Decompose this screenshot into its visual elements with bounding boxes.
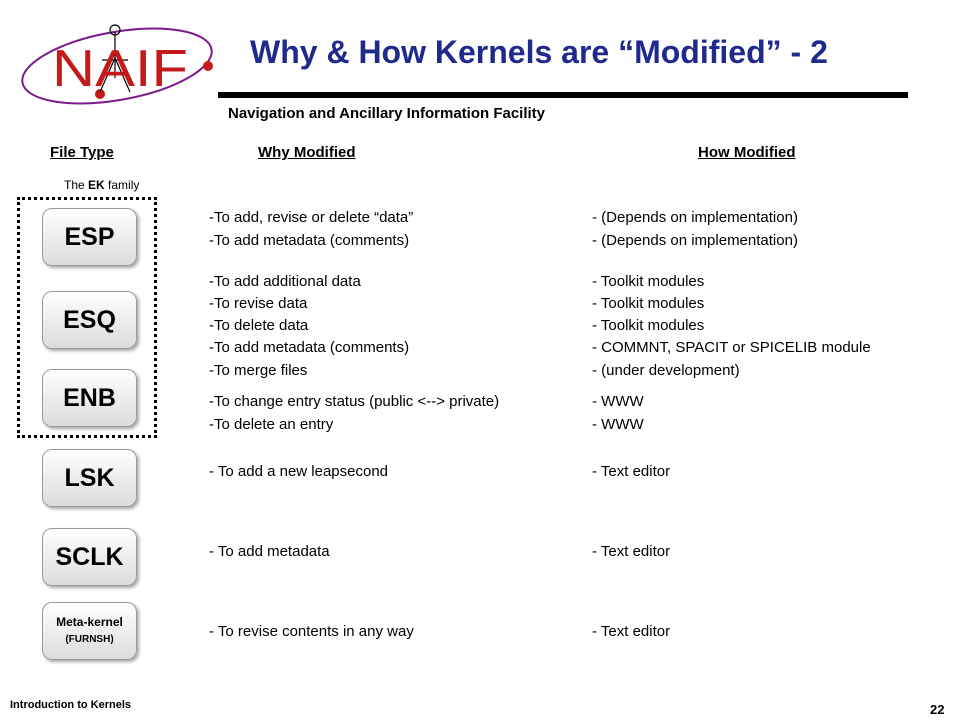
row-how: - Toolkit modules — [592, 273, 705, 290]
row-why: -To add metadata (comments) — [209, 232, 410, 249]
file-type-meta-kernel — [42, 602, 137, 660]
row-why: -To revise data — [209, 295, 308, 312]
meta-kernel-sublabel: (FURNSH) — [65, 634, 114, 645]
naif-logo — [12, 18, 222, 114]
footer-label: Introduction to Kernels — [10, 699, 131, 711]
column-header-how-modified: How Modified — [698, 144, 796, 161]
logo-text: NAIF — [52, 40, 188, 98]
row-how: - COMMNT, SPACIT or SPICELIB module — [592, 339, 871, 356]
row-how: - (Depends on implementation) — [592, 232, 798, 249]
page-title: Why & How Kernels are “Modified” - 2 — [250, 34, 828, 70]
row-why: - To revise contents in any way — [209, 623, 414, 640]
row-why: -To merge files — [209, 362, 308, 379]
row-why: -To change entry status (public <--> private) — [209, 393, 500, 410]
column-header-why-modified: Why Modified — [258, 144, 356, 161]
column-header-file-type: File Type — [50, 144, 114, 161]
row-why: -To add, revise or delete “data” — [209, 209, 414, 226]
logo-orbit-dot — [203, 61, 213, 71]
page-number: 22 — [930, 702, 945, 717]
row-why: -To delete an entry — [209, 416, 334, 433]
file-type-sclk: SCLK — [42, 528, 137, 586]
row-how: - Text editor — [592, 623, 671, 640]
row-how: - (under development) — [592, 362, 740, 379]
row-why: -To delete data — [209, 317, 309, 334]
file-type-esp: ESP — [42, 208, 137, 266]
row-how: - Toolkit modules — [592, 317, 705, 334]
row-how: - Toolkit modules — [592, 295, 705, 312]
ek-family-label: The EK family — [64, 178, 140, 192]
meta-kernel-label: Meta-kernel — [56, 615, 123, 629]
row-how: - (Depends on implementation) — [592, 209, 798, 226]
row-how: - WWW — [592, 416, 644, 433]
row-why: - To add a new leapsecond — [209, 463, 389, 480]
file-type-enb: ENB — [42, 369, 137, 427]
row-why: -To add additional data — [209, 273, 361, 290]
row-how: - WWW — [592, 393, 644, 410]
row-how: - Text editor — [592, 543, 671, 560]
file-type-lsk: LSK — [42, 449, 137, 507]
page-subtitle: Navigation and Ancillary Information Facility — [228, 105, 545, 122]
row-how: - Text editor — [592, 463, 671, 480]
row-why: - To add metadata — [209, 543, 330, 560]
file-type-esq: ESQ — [42, 291, 137, 349]
title-divider — [218, 92, 908, 98]
row-why: -To add metadata (comments) — [209, 339, 410, 356]
